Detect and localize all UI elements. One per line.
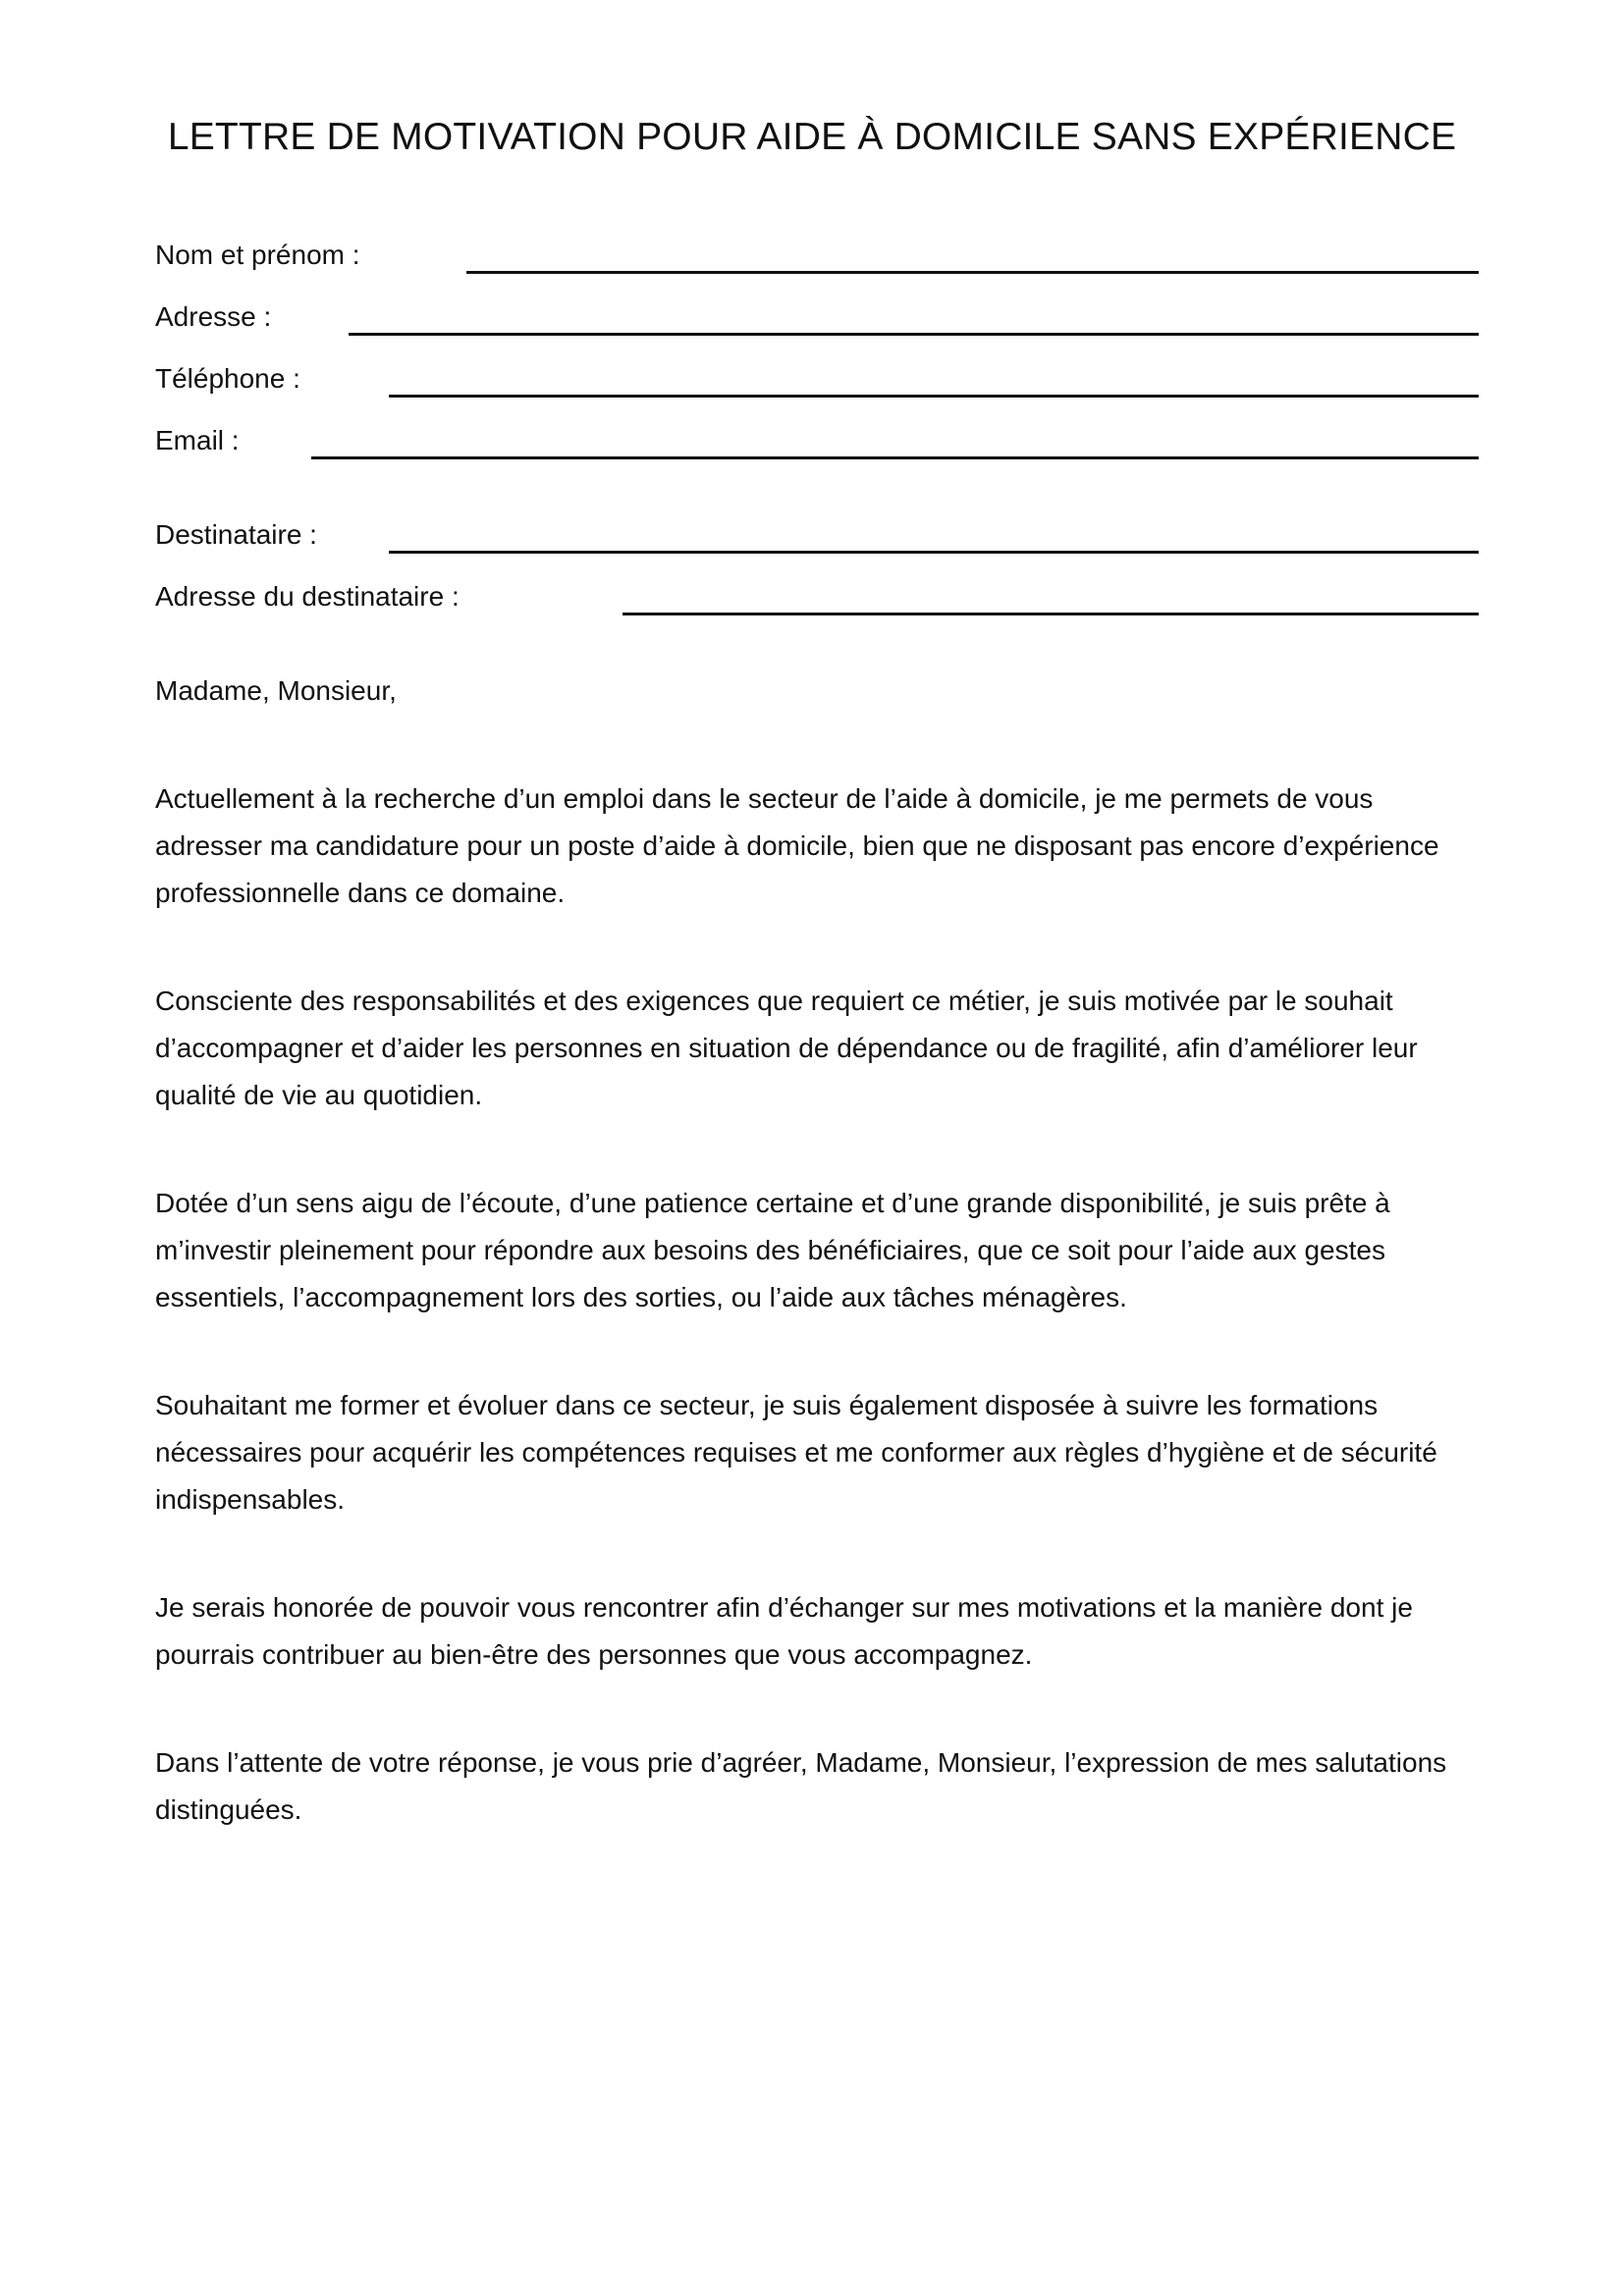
salutation: Madame, Monsieur, <box>155 675 397 706</box>
field-label-adresse-destinataire: Adresse du destinataire : <box>155 581 460 612</box>
paragraph-1: Actuellement à la recherche d’un emploi dans le secteur de l’aide à domicile, je me permets de vous adresser ma candidature pour un poste d’aide à domicile, bien que ne disposant pas encore d’expérience professionnelle dans ce domaine. <box>155 783 1439 908</box>
paragraph-3: Dotée d’un sens aigu de l’écoute, d’une patience certaine et d’une grande disponibilité, je suis prête à m’investir pleinement pour répondre aux besoins des bénéficiaires, que ce soit pour l’aide aux gestes essentiels, l’accompagnement lors des sorties, ou l’aide aux tâches ménagères. <box>155 1188 1390 1312</box>
field-line-destinataire[interactable] <box>389 551 1479 554</box>
field-label-telephone: Téléphone : <box>155 363 300 394</box>
field-label-destinataire: Destinataire : <box>155 519 317 550</box>
field-label-adresse: Adresse : <box>155 301 272 332</box>
paragraph-5: Je serais honorée de pouvoir vous rencontrer afin d’échanger sur mes motivations et la manière dont je pourrais contribuer au bien-être des personnes que vous accompagnez. <box>155 1592 1413 1670</box>
field-label-email: Email : <box>155 425 240 455</box>
paragraph-4: Souhaitant me former et évoluer dans ce secteur, je suis également disposée à suivre les formations nécessaires pour acquérir les compétences requises et me conformer aux règles d’hygiène et de sécurité indispensables. <box>155 1390 1437 1515</box>
field-email <box>155 423 1479 472</box>
field-telephone <box>155 361 1479 410</box>
paragraph-2: Consciente des responsabilités et des exigences que requiert ce métier, je suis motivée par le souhait d’accompagner et d’aider les personnes en situation de dépendance ou de fragilité, afin d’améliorer leur qualité de vie au quotidien. <box>155 986 1418 1110</box>
field-adresse <box>155 299 1479 348</box>
field-line-adresse[interactable] <box>349 333 1479 336</box>
field-line-nom-prenom[interactable] <box>466 271 1479 274</box>
field-adresse-destinataire <box>155 579 1479 628</box>
field-nom-prenom <box>155 238 1479 287</box>
field-line-telephone[interactable] <box>389 395 1479 398</box>
field-destinataire <box>155 517 1479 566</box>
field-line-email[interactable] <box>311 456 1479 459</box>
field-label-nom-prenom: Nom et prénom : <box>155 240 360 270</box>
document-title: LETTRE DE MOTIVATION POUR AIDE À DOMICILE SANS EXPÉRIENCE <box>167 116 1457 158</box>
field-line-adresse-destinataire[interactable] <box>623 613 1479 615</box>
paragraph-6: Dans l’attente de votre réponse, je vous prie d’agréer, Madame, Monsieur, l’expression de mes salutations distinguées. <box>155 1747 1447 1825</box>
